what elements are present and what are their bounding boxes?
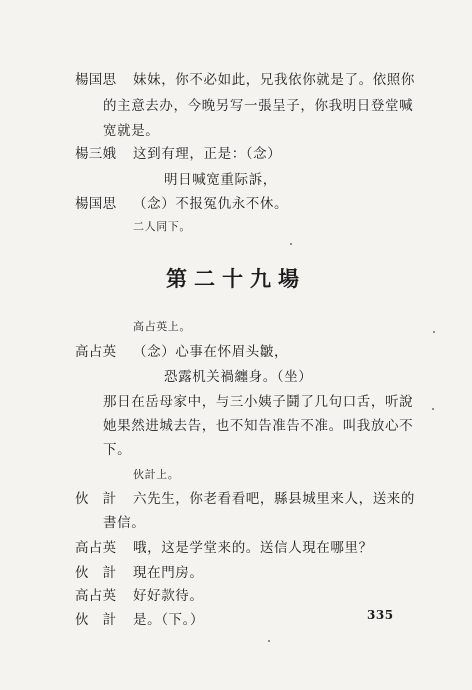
scan-speck bbox=[290, 243, 292, 245]
dialogue-line: 書信。 bbox=[103, 515, 146, 531]
speaker-label: 楊国思 bbox=[75, 196, 117, 212]
speaker-label: 高占英 bbox=[75, 344, 117, 360]
scan-speck bbox=[268, 640, 270, 642]
stage-direction: 高占英上。 bbox=[133, 320, 191, 333]
speaker-label: 楊国思 bbox=[75, 72, 117, 88]
dialogue-line: 这到有理，正是：（念） bbox=[133, 146, 282, 162]
verse-line: （念）心事在怀眉头皺， bbox=[133, 344, 289, 360]
dialogue-line: 六先生，你老看看吧，縣县城里来人，送来的 bbox=[133, 491, 415, 507]
dialogue-line: 是。（下。） bbox=[133, 612, 205, 628]
verse-line: 明日喊宽重际訴， bbox=[164, 172, 277, 188]
scene-title: 第二十九場 bbox=[166, 266, 306, 291]
dialogue-line: 哦，这是学堂来的。送信人現在哪里？ bbox=[133, 540, 373, 556]
dialogue-line: （念）不报冤仇永不休。 bbox=[133, 196, 289, 212]
scan-speck bbox=[433, 331, 435, 333]
dialogue-line: 現在門房。 bbox=[133, 565, 204, 581]
verse-line: 恐露机关禍纏身。（坐） bbox=[164, 369, 313, 385]
speaker-label: 伙 計 bbox=[75, 612, 117, 628]
stage-direction: 二人同下。 bbox=[133, 220, 191, 233]
dialogue-line: 那日在岳母家中，与三小姨子鬪了几句口舌，听說 bbox=[103, 394, 414, 410]
dialogue-line: 妹妹，你不必如此，兄我依你就是了。依照你 bbox=[133, 72, 415, 88]
dialogue-line: 下。 bbox=[103, 442, 132, 458]
dialogue-line: 的主意去办，今晚另写一張呈子，你我明日登堂喊 bbox=[103, 98, 414, 114]
dialogue-line: 她果然进城去告，也不知告准告不准。叫我放心不 bbox=[103, 418, 414, 434]
page-number: 335 bbox=[367, 608, 394, 622]
stage-direction: 伙計上。 bbox=[133, 468, 180, 481]
speaker-label: 楊三娥 bbox=[75, 146, 117, 162]
speaker-label: 高占英 bbox=[75, 588, 117, 604]
speaker-label: 高占英 bbox=[75, 540, 117, 556]
scan-speck bbox=[432, 408, 434, 410]
dialogue-line: 好好款待。 bbox=[133, 588, 204, 604]
dialogue-line: 宽就是。 bbox=[103, 123, 160, 139]
speaker-label: 伙 計 bbox=[75, 565, 117, 581]
speaker-label: 伙 計 bbox=[75, 491, 117, 507]
